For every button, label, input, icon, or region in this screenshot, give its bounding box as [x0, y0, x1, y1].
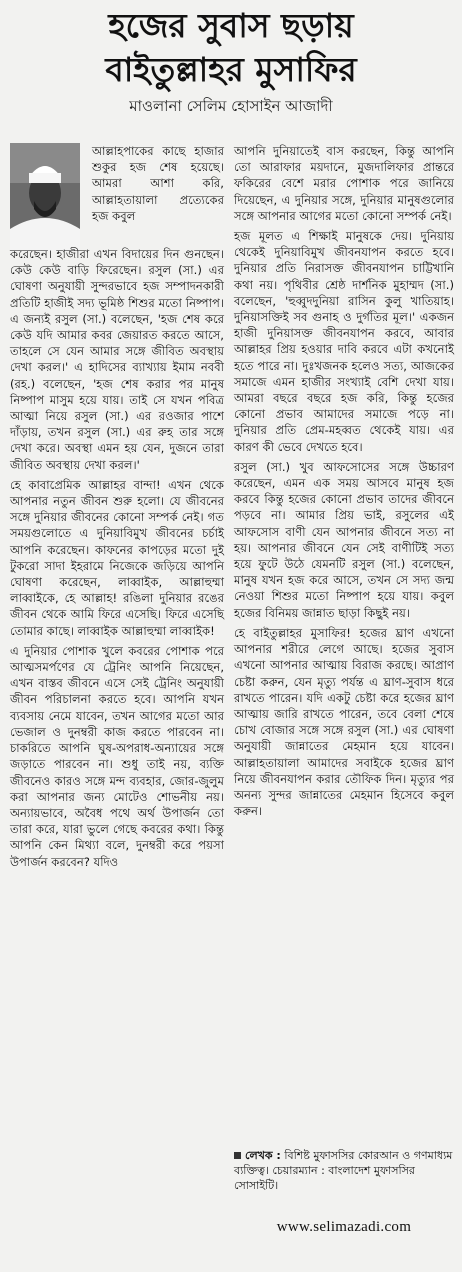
body-paragraph: আপনি দুনিয়াতেই বাস করছেন, কিন্তু আপনি তো আরাফার ময়দানে, মুজদালিফার প্রান্তরে ফকিরের বেশে মরার পোশাক পরে জানিয়ে দিয়েছেন, এ দুনিয়ার সঙ্গে, দুনিয়ার মানুষগুলোর সঙ্গে আপনার আগের মতো কোনো সম্পর্ক নেই। [234, 144, 454, 223]
author-note-label: লেখক : [245, 1149, 281, 1162]
body-paragraph: হে কাবাপ্রেমিক আল্লাহর বান্দা! এখন থেকে আপনার নতুন জীবন শুরু হলো। যে জীবনের সঙ্গে দুনিয়ার জীবনের কোনো সম্পর্ক নেই। গত সময়গুলোতে এ দুনিয়াবিমুখ জীবনের চর্চাই আপনি করেছেন। কাফনের কাপড়ের মতো দুই টুকরো সাদা ইহরামে নিজেকে জড়িয়ে আপনি ঘোষণা করেছেন, লাব্বাইক, আল্লাহুম্মা লাব্বাইকে, হে আল্লাহ! রঙিলা দুনিয়ার রঙের জীবন থেকে আমি ফিরে এসেছি। ফিরে এসেছি তোমার কাছে। লাব্বাইক আল্লাহুম্মা লাব্বাইক! [10, 477, 224, 638]
column-1-top [92, 143, 224, 228]
author-note [234, 1148, 454, 1193]
square-bullet-icon [234, 1152, 241, 1159]
headline-line-1: হজের সুবাস ছড়ায় [108, 6, 354, 45]
body-paragraph: আল্লাহপাকের কাছে হাজার শুকুর হজ শেষ হয়েছে। আমরা আশা করি, আল্লাহতায়ালা প্রত্যেকের হজ কবুল [92, 144, 224, 223]
column-2 [234, 143, 454, 823]
author-photo [10, 143, 80, 251]
byline: মাওলানা সেলিম হোসাইন আজাদী [129, 97, 333, 115]
website-url: www.selimazadi.com [276, 1219, 412, 1235]
author-note-text: বিশিষ্ট মুফাসসির কোরআন ও গণমাধ্যম ব্যক্তিত্ব। চেয়ারম্যান : বাংলাদেশ মুফাসসির সোসাইটি। [234, 1149, 453, 1192]
column-1 [10, 246, 224, 874]
body-paragraph: এ দুনিয়ার পোশাক খুলে কবরের পোশাক পরে আত্মসমর্পণের যে ট্রেনিং আপনি নিয়েছেন, এখন বাস্তব জীবনে এসে সেই ট্রেনিং অনুযায়ী জীবন পরিচালনা করতে হবে। আপনি যখন ব্যবসায় নেমে যাবেন, তখন আগের মতো আর ভেজাল ও দুনম্বরী কাজ করতে পারবেন না। চাকরিতে আপনি ঘুষ-অপরাধ-অন্যায়ের সঙ্গে জড়াতে পারবেন না। শুধু তাই নয়, ব্যক্তি জীবনেও কারও সঙ্গে মন্দ ব্যবহার, জোর-জুলুম করা আপনার জন্য মোটেও শোভনীয় নয়। অন্যায়ভাবে, অবৈধ পথে অর্থ উপার্জন তো তারা করে, যারা ভুলে গেছে কবরের কথা। কিন্তু আপনি কেন মিথ্যা বলে, দুনম্বরী করে পয়সা উপার্জন করবেন? যদিও [10, 643, 224, 869]
headline-line-2: বাইতুল্লাহর মুসাফির [105, 50, 357, 89]
author-portrait-icon [10, 143, 80, 251]
body-paragraph: হজ মূলত এ শিক্ষাই মানুষকে দেয়। দুনিয়ায় থেকেই দুনিয়াবিমুখ জীবনযাপন করতে হবে। দুনিয়ার প্রতি নিরাসক্ত জীবনযাপন চাট্টিখানি কথা নয়। পৃথিবীর শ্রেষ্ঠ দার্শনিক মুহাম্মদ (সা.) বলেছেন, 'হুব্বুদদুনিয়া রাসিন কুলু খাতিয়াহ। দুনিয়াসক্তিই সব গুনাহ ও দুর্গতির মূল।' একজন হাজী দুনিয়াসক্ত জীবনযাপন করবে, আবার আল্লাহর প্রিয় হওয়ার দাবি করবে এটা কখনোই হতে পারে না। দুঃখজনক হলেও সত্য, আজকের সমাজে এমন হাজীর সংখ্যাই বেশি দেখা যায়। আমরা বছরে বছরে হজ করি, কিন্তু হজের কোনো প্রভাব আমাদের সমাজে পড়ে না। দুনিয়ার প্রতি প্রেম-মহব্বত থেকেই যায়। এর কারণ কী ভেবে দেখতে হবে। [234, 229, 454, 454]
body-paragraph: হে বাইতুল্লাহর মুসাফির! হজের ঘ্রাণ এখনো আপনার শরীরে লেগে আছে। হজের সুবাস এখনো আপনার আত্মায় বিরাজ করছে। আপ্রাণ চেষ্টা করুন, যেন মৃত্যু পর্যন্ত এ ঘ্রাণ-সুবাস ধরে রাখতে পারেন। যদি একটু চেষ্টা করে হজের ঘ্রাণ আত্মায় জারি রাখতে পারেন, তবে বেলা শেষে চোখ বোজার সঙ্গে সঙ্গে রসুল (সা.) এর ঘোষণা অনুযায়ী জান্নাতের মেহমান হয়ে যাবেন। আল্লাহতায়ালা আমাদের সবাইকে হজের ঘ্রাণ নিয়ে জীবনযাপন করার তৌফিক দিন। মৃত্যুর পর অনন্য সুন্দর জান্নাতের মেহমান হিসেবে কবুল করুন। [234, 625, 454, 819]
body-paragraph: রসুল (সা.) খুব আফসোসের সঙ্গে উচ্চারণ করেছেন, এমন এক সময় আসবে মানুষ হজ করবে কিন্তু হজের কোনো প্রভাব তাদের জীবনে পড়বে না। আমার প্রিয় ভাই, রসুলের এই আফসোস বাণী যেন আপনার জীবনে সত্য না হয়। আপনার জীবনে যেন সেই বাণীটিই সত্য হয়ে ফুটে উঠে যেমনটি রসুল (সা.) বলেছেন, মানুষ যখন হজ করে আসে, তখন সে সদ্য জন্ম নেওয়া শিশুর মতো নিষ্পাপ হয়ে যায়। কবুল হজের বিনিময় জান্নাত ছাড়া কিছুই নয়। [234, 459, 454, 620]
body-paragraph: করেছেন। হাজীরা এখন বিদায়ের দিন গুনছেন। কেউ কেউ বাড়ি ফিরেছেন। রসুল (সা.) এর ঘোষণা অনুযায়ী সুন্দরভাবে হজ সম্পাদনকারী প্রতিটি হাজীই সদ্য ভূমিষ্ঠ শিশুর মতো নিষ্পাপ। এ জন্যই রসুল (সা.) বলেছেন, 'হজ শেষ করে কেউ যদি আমার কবর জেয়ারত করতে আসে, তাহলে সে যেন আমার সঙ্গে জীবিত অবস্থায় দেখা করল।' এ হাদিসের ব্যাখ্যায় ইমাম নববী (রহ.) বলেছেন, 'হজ শেষ করার পর মানুষ নিষ্পাপ মাসুম হয়ে যায়। তাই সে যখন পবিত্র আত্মা নিয়ে রসুল (সা.) এর রওজার পাশে দাঁড়ায়, তখন রসুল (সা.) এর রুহ তার সঙ্গে দেখা করে। অবস্থা এমন হয় যেন, দুজনে তারা জীবিত অবস্থায় দেখা করল।' [10, 247, 224, 472]
headline [0, 4, 462, 92]
